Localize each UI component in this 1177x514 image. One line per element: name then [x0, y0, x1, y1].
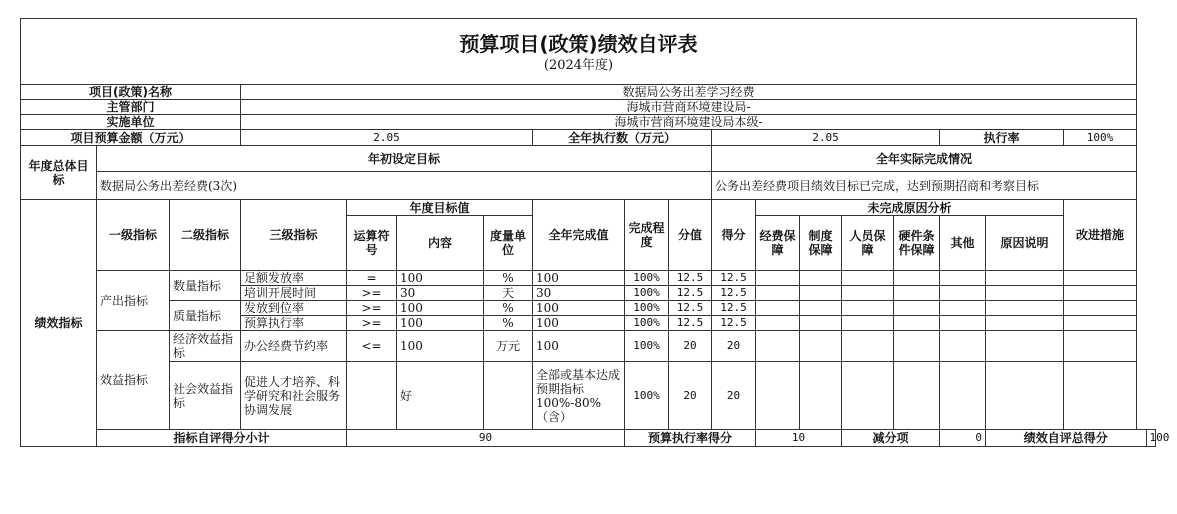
annual-goal-label: 年度总体目标 — [21, 146, 97, 200]
indicator-unit — [484, 362, 533, 430]
empty-cell — [986, 362, 1064, 430]
empty-cell — [894, 271, 940, 286]
empty-cell — [940, 301, 986, 316]
indicator-content: 100 — [397, 316, 484, 331]
empty-cell — [842, 286, 894, 301]
empty-cell — [1064, 271, 1137, 286]
empty-cell — [940, 286, 986, 301]
empty-cell — [940, 331, 986, 362]
header-reason-hardware: 硬件条件保障 — [894, 216, 940, 271]
empty-cell — [1064, 286, 1137, 301]
empty-cell — [1064, 316, 1137, 331]
group-benefit: 效益指标 — [97, 331, 170, 430]
indicator-unit: 天 — [484, 286, 533, 301]
empty-cell — [1064, 362, 1137, 430]
empty-cell — [894, 362, 940, 430]
empty-cell — [800, 286, 842, 301]
indicator-unit: % — [484, 316, 533, 331]
empty-cell — [894, 331, 940, 362]
indicator-completion: 100% — [625, 331, 669, 362]
empty-cell — [756, 301, 800, 316]
indicator-op: = — [347, 271, 397, 286]
group-social: 社会效益指标 — [170, 362, 241, 430]
indicator-value: 20 — [669, 362, 712, 430]
empty-cell — [842, 301, 894, 316]
indicator-content: 好 — [397, 362, 484, 430]
empty-cell — [800, 316, 842, 331]
initial-goal-header: 年初设定目标 — [97, 146, 712, 172]
indicator-content: 100 — [397, 301, 484, 316]
indicator-unit: % — [484, 301, 533, 316]
header-reason-explain: 原因说明 — [986, 216, 1064, 271]
indicator-op: >= — [347, 316, 397, 331]
header-level3: 三级指标 — [241, 200, 347, 271]
empty-cell — [1064, 301, 1137, 316]
empty-cell — [986, 271, 1064, 286]
indicator-op: >= — [347, 301, 397, 316]
indicator-unit: % — [484, 271, 533, 286]
project-name-value: 数据局公务出差学习经费 — [241, 85, 1137, 100]
indicator-name: 发放到位率 — [241, 301, 347, 316]
indicator-score: 12.5 — [712, 316, 756, 331]
indicator-name: 促进人才培养、科学研究和社会服务协调发展 — [241, 362, 347, 430]
dept-label: 主管部门 — [21, 100, 241, 115]
empty-cell — [940, 271, 986, 286]
indicator-name: 预算执行率 — [241, 316, 347, 331]
dept-value: 海城市营商环境建设局- — [241, 100, 1137, 115]
budget-score-value: 10 — [756, 430, 842, 447]
header-completion: 完成程度 — [625, 200, 669, 271]
indicator-name: 足额发放率 — [241, 271, 347, 286]
indicator-actual: 100 — [533, 331, 625, 362]
unit-label: 实施单位 — [21, 115, 241, 130]
empty-cell — [894, 316, 940, 331]
indicator-score: 12.5 — [712, 271, 756, 286]
empty-cell — [940, 316, 986, 331]
initial-goal-text: 数据局公务出差经费(3次) — [97, 172, 712, 200]
subtotal-label: 指标自评得分小计 — [97, 430, 347, 447]
group-output: 产出指标 — [97, 271, 170, 331]
header-reason-system: 制度保障 — [800, 216, 842, 271]
empty-cell — [842, 362, 894, 430]
budget-value: 2.05 — [241, 130, 533, 146]
unit-value: 海城市营商环境建设局本级- — [241, 115, 1137, 130]
indicator-op: <= — [347, 331, 397, 362]
empty-cell — [842, 316, 894, 331]
actual-completion-text: 公务出差经费项目绩效目标已完成，达到预期招商和考察目标 — [712, 172, 1137, 200]
table-title-cell — [21, 19, 1137, 85]
empty-cell — [1064, 331, 1137, 362]
header-content: 内容 — [397, 216, 484, 271]
indicator-actual: 100 — [533, 316, 625, 331]
header-score: 得分 — [712, 200, 756, 271]
header-reason-funding: 经费保障 — [756, 216, 800, 271]
indicator-completion: 100% — [625, 271, 669, 286]
header-improve: 改进措施 — [1064, 200, 1137, 271]
indicator-actual: 30 — [533, 286, 625, 301]
header-level1: 一级指标 — [97, 200, 170, 271]
indicator-completion: 100% — [625, 286, 669, 301]
empty-cell — [756, 316, 800, 331]
total-score-label: 绩效自评总得分 — [986, 430, 1147, 447]
indicator-name: 培训开展时间 — [241, 286, 347, 301]
table-row — [21, 331, 1156, 362]
indicator-score: 12.5 — [712, 301, 756, 316]
project-name-label: 项目(政策)名称 — [21, 85, 241, 100]
empty-cell — [986, 301, 1064, 316]
total-score-value: 100 — [1146, 430, 1155, 447]
header-operator: 运算符号 — [347, 216, 397, 271]
header-score-value: 分值 — [669, 200, 712, 271]
empty-cell — [756, 271, 800, 286]
indicator-op: >= — [347, 286, 397, 301]
header-unit: 度量单位 — [484, 216, 533, 271]
indicator-completion: 100% — [625, 301, 669, 316]
empty-cell — [894, 301, 940, 316]
indicator-actual: 100 — [533, 301, 625, 316]
performance-section-label: 绩效指标 — [21, 200, 97, 447]
empty-cell — [842, 331, 894, 362]
evaluation-table — [20, 18, 1170, 447]
empty-cell — [986, 331, 1064, 362]
indicator-content: 30 — [397, 286, 484, 301]
budget-score-label: 预算执行率得分 — [625, 430, 756, 447]
rate-value: 100% — [1064, 130, 1137, 146]
deduct-value: 0 — [940, 430, 986, 447]
indicator-content: 100 — [397, 331, 484, 362]
table-row — [21, 362, 1156, 430]
subtotal-value: 90 — [347, 430, 625, 447]
rate-label: 执行率 — [940, 130, 1064, 146]
header-annual-target: 年度目标值 — [347, 200, 533, 216]
group-quality: 质量指标 — [170, 301, 241, 331]
indicator-unit: 万元 — [484, 331, 533, 362]
indicator-name: 办公经费节约率 — [241, 331, 347, 362]
budget-label: 项目预算金额（万元） — [21, 130, 241, 146]
empty-cell — [894, 286, 940, 301]
indicator-value: 12.5 — [669, 286, 712, 301]
empty-cell — [986, 316, 1064, 331]
group-economic: 经济效益指标 — [170, 331, 241, 362]
empty-cell — [940, 362, 986, 430]
table-row — [21, 271, 1156, 286]
header-reason-staff: 人员保障 — [842, 216, 894, 271]
evaluation-sheet — [20, 18, 1170, 447]
indicator-completion: 100% — [625, 362, 669, 430]
header-reason-other: 其他 — [940, 216, 986, 271]
empty-cell — [756, 362, 800, 430]
exec-value: 2.05 — [712, 130, 940, 146]
empty-cell — [800, 301, 842, 316]
indicator-op — [347, 362, 397, 430]
indicator-actual: 100 — [533, 271, 625, 286]
indicator-actual: 全部或基本达成预期指标100%-80%（含） — [533, 362, 625, 430]
header-full-year: 全年完成值 — [533, 200, 625, 271]
empty-cell — [842, 271, 894, 286]
empty-cell — [756, 286, 800, 301]
indicator-value: 12.5 — [669, 316, 712, 331]
page-title: 预算项目(政策)绩效自评表 — [459, 31, 698, 56]
indicator-value: 12.5 — [669, 271, 712, 286]
empty-cell — [800, 331, 842, 362]
report-year: (2024年度) — [543, 57, 614, 73]
indicator-score: 20 — [712, 331, 756, 362]
indicator-value: 12.5 — [669, 301, 712, 316]
indicator-score: 12.5 — [712, 286, 756, 301]
empty-cell — [800, 362, 842, 430]
indicator-value: 20 — [669, 331, 712, 362]
empty-cell — [800, 271, 842, 286]
indicator-completion: 100% — [625, 316, 669, 331]
indicator-content: 100 — [397, 271, 484, 286]
table-row — [21, 301, 1156, 316]
empty-cell — [756, 331, 800, 362]
header-reasons: 未完成原因分析 — [756, 200, 1064, 216]
actual-completion-header: 全年实际完成情况 — [712, 146, 1137, 172]
header-level2: 二级指标 — [170, 200, 241, 271]
exec-label: 全年执行数（万元） — [533, 130, 712, 146]
group-quantity: 数量指标 — [170, 271, 241, 301]
indicator-score: 20 — [712, 362, 756, 430]
empty-cell — [986, 286, 1064, 301]
deduct-label: 减分项 — [842, 430, 940, 447]
